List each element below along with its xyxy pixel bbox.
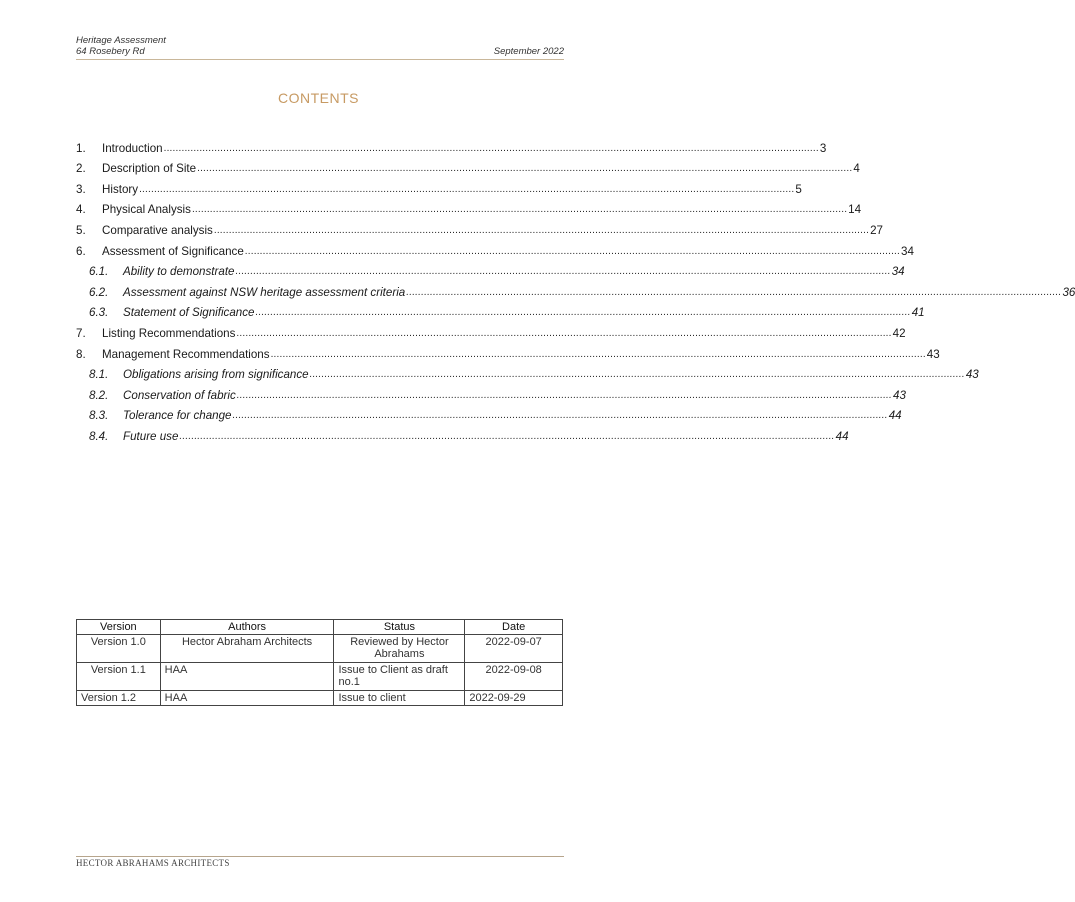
toc-entry-page: 14 bbox=[848, 203, 862, 217]
footer-firm-name: HECTOR ABRAHAMS ARCHITECTS bbox=[76, 858, 230, 868]
toc-entry-page: 44 bbox=[888, 409, 902, 423]
status-cell: Issue to Client as draft no.1 bbox=[334, 662, 465, 690]
toc-entry[interactable] bbox=[76, 155, 860, 176]
authors-cell: HAA bbox=[160, 662, 334, 690]
status-cell: Reviewed by Hector Abrahams bbox=[334, 634, 465, 662]
version-cell: Version 1.0 bbox=[77, 634, 161, 662]
toc-entry-number: 8.3. bbox=[89, 409, 109, 423]
toc-entry-page: 43 bbox=[893, 388, 906, 402]
toc-entry-label: Tolerance for change bbox=[123, 409, 232, 423]
toc-leader-dots: ............................................................................................................................................................................................................................ bbox=[236, 389, 893, 401]
toc-leader-dots: ............................................................................................................................................................................................................................ bbox=[255, 307, 911, 319]
toc-entry[interactable] bbox=[76, 216, 883, 237]
toc-leader-dots: ............................................................................................................................................................................................................................ bbox=[235, 266, 891, 278]
version-history-table bbox=[76, 619, 563, 706]
page-footer bbox=[76, 856, 564, 868]
header-address: 64 Rosebery Rd bbox=[76, 46, 145, 57]
toc-entry-page: 4 bbox=[853, 162, 860, 176]
toc-leader-dots: ............................................................................................................................................................................................................................ bbox=[163, 142, 819, 154]
toc-entry-number: 4. bbox=[76, 203, 86, 217]
toc-entry-label: Physical Analysis bbox=[102, 203, 191, 217]
toc-entry[interactable] bbox=[76, 175, 802, 196]
toc-entry-number: 2. bbox=[76, 162, 86, 176]
toc-leader-dots: ............................................................................................................................................................................................................................ bbox=[270, 348, 926, 360]
toc-entry[interactable] bbox=[76, 134, 827, 155]
toc-entry-label: History bbox=[102, 182, 139, 196]
version-cell: Version 1.1 bbox=[77, 662, 161, 690]
toc-leader-dots: ............................................................................................................................................................................................................................ bbox=[179, 430, 835, 442]
date-cell: 2022-09-07 bbox=[465, 634, 563, 662]
toc-entry-label: Future use bbox=[123, 429, 179, 443]
toc-entry-page: 41 bbox=[911, 306, 925, 320]
toc-entry-page: 43 bbox=[965, 368, 979, 382]
toc-entry[interactable] bbox=[76, 319, 906, 340]
column-header-version: Version bbox=[77, 620, 161, 635]
column-header-status: Status bbox=[334, 620, 465, 635]
toc-entry[interactable] bbox=[76, 422, 849, 443]
toc-entry-label: Obligations arising from significance bbox=[123, 368, 309, 382]
toc-entry-label: Conservation of fabric bbox=[123, 388, 236, 402]
toc-leader-dots: ............................................................................................................................................................................................................................ bbox=[309, 369, 965, 381]
toc-entry-page: 3 bbox=[819, 141, 827, 155]
toc-entry-number: 8.4. bbox=[89, 429, 109, 443]
toc-entry-number: 6.3. bbox=[89, 306, 109, 320]
toc-entry[interactable] bbox=[76, 237, 914, 258]
column-header-authors: Authors bbox=[160, 620, 334, 635]
table-of-contents bbox=[76, 134, 1075, 443]
toc-entry-page: 34 bbox=[891, 265, 905, 279]
header-date: September 2022 bbox=[493, 46, 564, 57]
toc-entry-page: 43 bbox=[926, 347, 940, 361]
toc-entry-label: Ability to demonstrate bbox=[123, 265, 235, 279]
table-row bbox=[77, 662, 563, 690]
toc-entry-page: 42 bbox=[892, 326, 906, 340]
toc-entry[interactable] bbox=[76, 196, 862, 217]
toc-entry-page: 44 bbox=[835, 429, 849, 443]
toc-leader-dots: ............................................................................................................................................................................................................................ bbox=[139, 183, 795, 195]
toc-entry[interactable] bbox=[76, 361, 979, 382]
authors-cell: Hector Abraham Architects bbox=[160, 634, 334, 662]
table-header-row bbox=[77, 620, 563, 635]
toc-entry-number: 6.1. bbox=[89, 265, 109, 279]
toc-entry-page: 27 bbox=[870, 223, 883, 237]
table-row bbox=[77, 690, 563, 706]
toc-entry-label: Management Recommendations bbox=[102, 347, 270, 361]
toc-entry[interactable] bbox=[76, 258, 905, 279]
toc-entry-page: 5 bbox=[795, 182, 802, 196]
toc-entry[interactable] bbox=[76, 402, 902, 423]
toc-leader-dots: ............................................................................................................................................................................................................................ bbox=[244, 245, 901, 257]
table-row bbox=[77, 634, 563, 662]
toc-entry-label: Introduction bbox=[102, 141, 163, 155]
toc-entry-label: Description of Site bbox=[102, 162, 197, 176]
toc-entry-label: Comparative analysis bbox=[102, 223, 213, 237]
toc-entry-number: 8.2. bbox=[89, 388, 109, 402]
toc-entry-number: 8.1. bbox=[89, 368, 109, 382]
toc-entry-number: 5. bbox=[76, 223, 86, 237]
toc-leader-dots: ............................................................................................................................................................................................................................ bbox=[197, 163, 853, 175]
date-cell: 2022-09-08 bbox=[465, 662, 563, 690]
authors-cell: HAA bbox=[160, 690, 334, 706]
toc-entry[interactable] bbox=[76, 340, 940, 361]
toc-entry-page: 36 bbox=[1062, 285, 1075, 299]
version-cell: Version 1.2 bbox=[77, 690, 161, 706]
toc-entry-label: Assessment of Significance bbox=[102, 244, 244, 258]
toc-entry-number: 1. bbox=[76, 141, 86, 155]
toc-entry-number: 8. bbox=[76, 347, 86, 361]
status-cell: Issue to client bbox=[334, 690, 465, 706]
header-doc-title: Heritage Assessment bbox=[76, 35, 166, 46]
toc-leader-dots: ............................................................................................................................................................................................................................ bbox=[232, 410, 888, 422]
header-left bbox=[76, 35, 166, 57]
toc-entry-number: 7. bbox=[76, 326, 86, 340]
date-cell: 2022-09-29 bbox=[465, 690, 563, 706]
toc-leader-dots: ............................................................................................................................................................................................................................ bbox=[213, 224, 870, 236]
toc-entry-label: Statement of Significance bbox=[123, 306, 255, 320]
toc-entry-label: Assessment against NSW heritage assessment criteria bbox=[123, 285, 406, 299]
toc-entry[interactable] bbox=[76, 278, 1075, 299]
toc-entry[interactable] bbox=[76, 381, 906, 402]
toc-entry-number: 6.2. bbox=[89, 285, 109, 299]
page-header bbox=[76, 35, 564, 60]
toc-leader-dots: ............................................................................................................................................................................................................................ bbox=[191, 204, 848, 216]
toc-entry-label: Listing Recommendations bbox=[102, 326, 236, 340]
toc-leader-dots: ............................................................................................................................................................................................................................ bbox=[236, 327, 892, 339]
contents-title: CONTENTS bbox=[278, 90, 359, 106]
toc-entry-page: 34 bbox=[901, 244, 914, 258]
column-header-date: Date bbox=[465, 620, 563, 635]
toc-entry[interactable] bbox=[76, 299, 925, 320]
toc-entry-number: 6. bbox=[76, 244, 86, 258]
toc-entry-number: 3. bbox=[76, 182, 86, 196]
toc-leader-dots: ............................................................................................................................................................................................................................ bbox=[406, 286, 1062, 298]
